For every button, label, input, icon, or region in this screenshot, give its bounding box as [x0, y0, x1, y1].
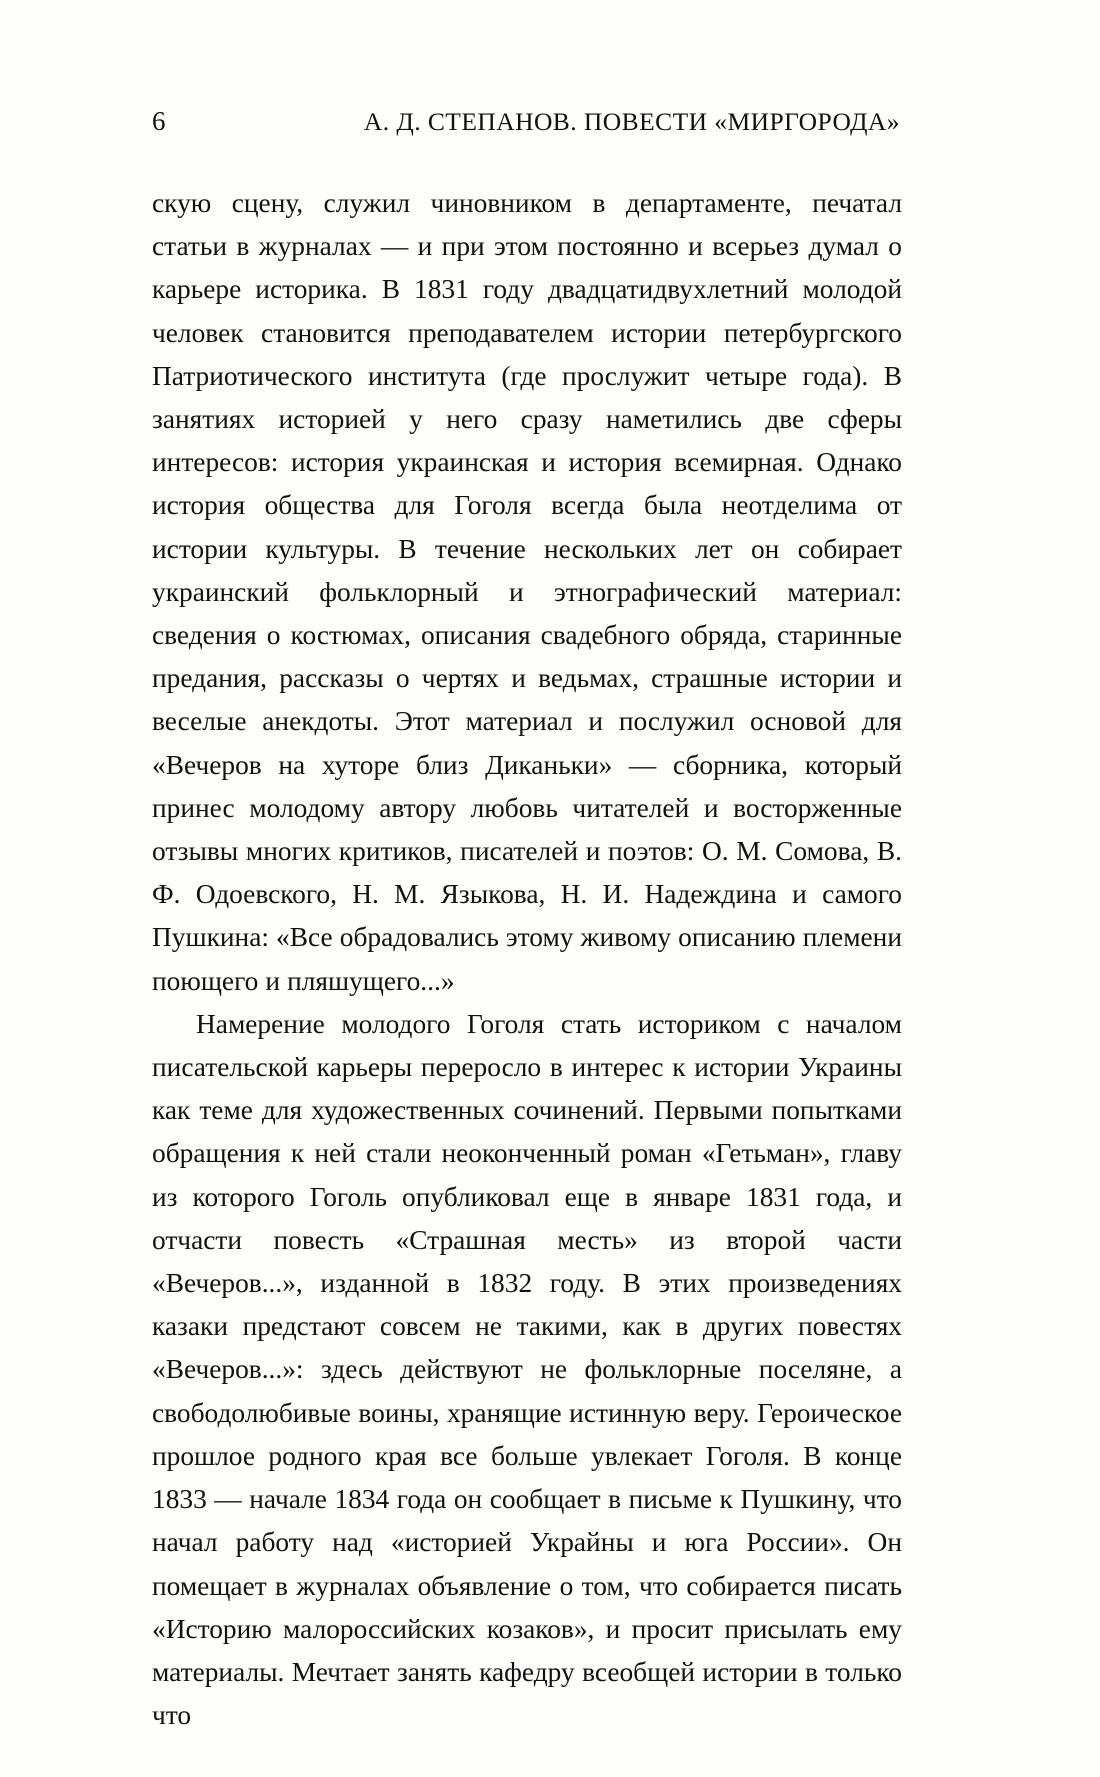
running-head-title: А. Д. СТЕПАНОВ. ПОВЕСТИ «МИРГОРОДА»	[363, 107, 900, 136]
page-number: 6	[152, 106, 166, 136]
paragraph-1: скую сцену, служил чиновником в департаменте, печатал статьи в журналах — и при этом постоянно и всерьез думал о карьере историка. В 1831 году двадцатидвухлетний молодой человек становится преподавателем истории петербургского Патриотического института (где прослужит четыре года). В занятиях историей у него сразу наметились две сферы интересов: история украинская и история всемирная. Однако история общества для Гоголя всегда была неотделима от истории культуры. В течение нескольких лет он собирает украинский фольклорный и этнографический материал: сведения о костюмах, описания свадебного обряда, старинные предания, рассказы о чертях и ведьмах, страшные истории и веселые анекдоты. Этот материал и послужил основой для «Вечеров на хуторе близ Диканьки» — сборника, который принес молодому автору любовь читателей и восторженные отзывы многих критиков, писателей и поэтов: О. М. Сомова, В. Ф. Одоевского, Н. М. Языкова, Н. И. Надеждина и самого Пушкина: «Все обрадовались этому живому описанию племени поющего и пляшущего...»	[152, 188, 902, 996]
paragraph-2: Намерение молодого Гоголя стать историком с началом писательской карьеры переросло в интерес к истории Украины как теме для художественных сочинений. Первыми попытками обращения к ней стали неоконченный роман «Гетьман», главу из которого Гоголь опубликовал еще в январе 1831 года, и отчасти повесть «Страшная месть» из второй части «Вечеров...», изданной в 1832 году. В этих произведениях казаки предстают совсем не такими, как в других повестях «Вечеров...»: здесь действуют не фольклорные поселяне, а свободолюбивые воины, хранящие истинную веру. Героическое прошлое родного края все больше увлекает Гоголя. В конце 1833 — начале 1834 года он сообщает в письме к Пушкину, что начал работу над «историей Украйны и юга России». Он помещает в журналах объявление о том, что собирается писать «Историю малороссийских козаков», и просит присылать ему материалы. Мечтает занять кафедру всеобщей истории в только что	[152, 1008, 902, 1731]
running-head	[152, 108, 900, 148]
body-text-block	[152, 182, 902, 1737]
